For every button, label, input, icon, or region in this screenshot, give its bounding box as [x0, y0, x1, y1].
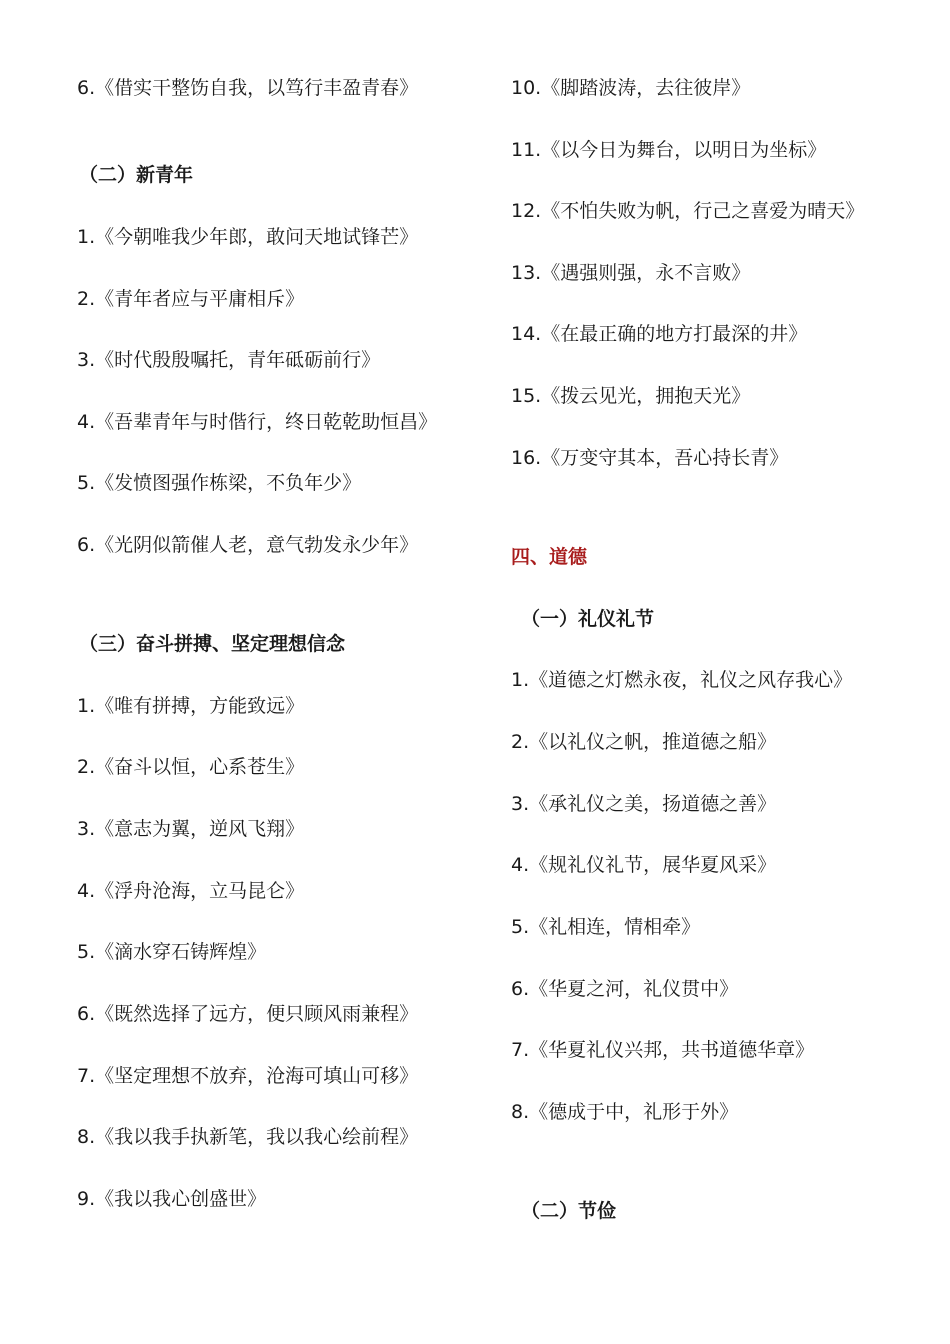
- list-item: 10.《脚踏波涛，去往彼岸》: [511, 77, 751, 99]
- list-item: 13.《遇强则强，永不言败》: [511, 262, 751, 284]
- list-item: 2.《奋斗以恒，心系苍生》: [77, 756, 305, 778]
- list-item: 4.《吾辈青年与时偕行，终日乾乾助恒昌》: [77, 411, 438, 433]
- list-item: 8.《我以我手执新笔，我以我心绘前程》: [77, 1126, 419, 1148]
- list-item: 5.《发愤图强作栋梁，不负年少》: [77, 472, 362, 494]
- list-item: 3.《意志为翼，逆风飞翔》: [77, 818, 305, 840]
- list-item: 5.《礼相连，情相牵》: [511, 916, 701, 938]
- list-item: 9.《我以我心创盛世》: [77, 1188, 267, 1210]
- subsection-heading-etiquette: （一）礼仪礼节: [521, 608, 655, 630]
- list-item: 14.《在最正确的地方打最深的井》: [511, 323, 808, 345]
- list-item: 3.《承礼仪之美，扬道德之善》: [511, 793, 777, 815]
- list-item: 6.《光阴似箭催人老，意气勃发永少年》: [77, 534, 419, 556]
- list-item: 5.《滴水穿石铸辉煌》: [77, 941, 267, 963]
- subsection-heading-striving: （三）奋斗拼搏、坚定理想信念: [79, 633, 346, 655]
- list-item: 1.《今朝唯我少年郎，敢问天地试锋芒》: [77, 226, 419, 248]
- subsection-heading-frugality: （二）节俭: [521, 1200, 617, 1222]
- list-item: 1.《道德之灯燃永夜，礼仪之风存我心》: [511, 669, 853, 691]
- list-item: 4.《规礼仪礼节，展华夏风采》: [511, 854, 777, 876]
- list-item: 1.《唯有拼搏，方能致远》: [77, 695, 305, 717]
- subsection-heading-new-youth: （二）新青年: [79, 164, 194, 186]
- list-item: 2.《以礼仪之帆，推道德之船》: [511, 731, 777, 753]
- list-item: 4.《浮舟沧海，立马昆仑》: [77, 880, 305, 902]
- section-heading-morality: 四、道德: [511, 546, 588, 568]
- list-item: 16.《万变守其本，吾心持长青》: [511, 447, 789, 469]
- list-item: 12.《不怕失败为帆，行己之喜爱为晴天》: [511, 200, 865, 222]
- list-item: 15.《拨云见光，拥抱天光》: [511, 385, 751, 407]
- list-item: 6.《借实干整饬自我，以笃行丰盈青春》: [77, 77, 419, 99]
- list-item: 6.《既然选择了远方，便只顾风雨兼程》: [77, 1003, 419, 1025]
- list-item: 6.《华夏之河，礼仪贯中》: [511, 978, 739, 1000]
- list-item: 8.《德成于中，礼形于外》: [511, 1101, 739, 1123]
- list-item: 11.《以今日为舞台，以明日为坐标》: [511, 139, 827, 161]
- list-item: 7.《华夏礼仪兴邦，共书道德华章》: [511, 1039, 815, 1061]
- list-item: 2.《青年者应与平庸相斥》: [77, 288, 305, 310]
- list-item: 7.《坚定理想不放弃，沧海可填山可移》: [77, 1065, 419, 1087]
- list-item: 3.《时代殷殷嘱托，青年砥砺前行》: [77, 349, 381, 371]
